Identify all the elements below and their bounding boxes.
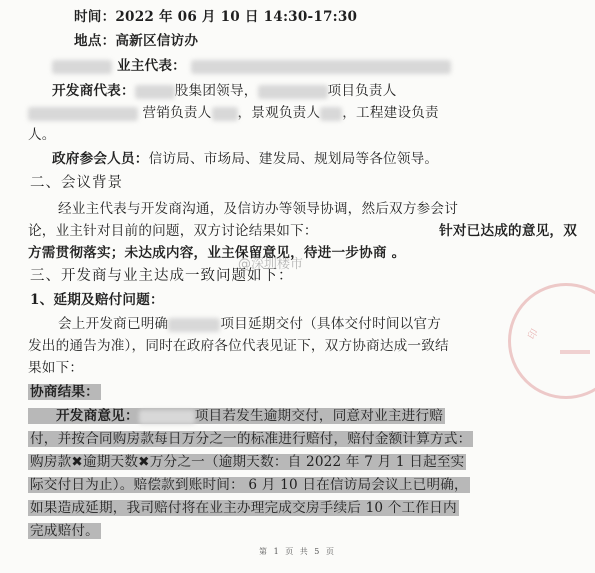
- developer-rep-line2c: ，工程建设负责: [342, 105, 439, 121]
- owner-rep-label: 业主代表：: [116, 58, 186, 74]
- dev-opinion-text-6: 完成赔付。: [30, 523, 99, 539]
- gov-rep-line: [52, 148, 577, 170]
- owner-rep-line: [52, 55, 577, 77]
- section3-title: 三、开发商与业主达成一致问题如下：: [30, 268, 294, 284]
- sub1-title: 1、延期及赔付问题：: [30, 292, 164, 308]
- background-line-2: [28, 220, 577, 242]
- background-line-3: 方需贯彻落实；未达成内容，业主保留意见，待进一步协商 。: [28, 245, 406, 261]
- redacted-block: [258, 85, 328, 99]
- gov-rep-label: 政府参会人员：: [52, 151, 149, 167]
- stamp-edge: [560, 350, 590, 354]
- redacted-block: [139, 410, 195, 424]
- dev-opinion-line-4: [28, 474, 577, 496]
- dev-opinion-text-5: 如果造成延期，我司赔付将在业主办理完成交房手续后 10 个工作日内: [30, 500, 457, 516]
- gov-rep-text: 信访局、市场局、建发局、规划局等各位领导。: [148, 151, 439, 167]
- redacted-block: [135, 85, 175, 99]
- redacted-block: [52, 60, 112, 74]
- developer-rep-line2b: ，景观负责人: [237, 105, 321, 121]
- section2-title: 二、会议背景: [30, 175, 123, 191]
- meeting-time: 时间：2022 年 06 月 10 日 14:30-17:30: [74, 9, 358, 25]
- developer-rep-line-3: 人。: [28, 127, 56, 143]
- sub1-line-3: 果如下：: [28, 360, 84, 376]
- dev-opinion-text-2: 付，并按合同购房款每日万分之一的标准进行赔付，赔付金额计算方式：: [30, 431, 472, 447]
- background-line-1: 经业主代表与开发商沟通，及信访办等领导协调，然后双方参会讨: [58, 201, 459, 217]
- dev-opinion-line-1: [28, 405, 577, 427]
- result-label: 协商结果：: [30, 384, 99, 400]
- background-emphasis: 针对已达成的意见，双: [439, 223, 577, 239]
- dev-opinion-text-3: 购房款✖逾期天数✖万分之一（逾期天数：自 2022 年 7 月 1 日起至实: [30, 454, 465, 470]
- developer-rep-label: 开发商代表：: [52, 83, 135, 99]
- developer-rep-line2: 营销负责人: [142, 105, 212, 121]
- redacted-block: [320, 107, 342, 121]
- redacted-block: [168, 318, 220, 332]
- redacted-block: [212, 107, 238, 121]
- weibo-watermark: @深圳楼市: [238, 257, 304, 272]
- sub1-text-1a: 会上开发商已明确: [58, 316, 169, 332]
- dev-opinion-text-1: 项目若发生逾期交付，同意对业主进行赔: [194, 408, 444, 424]
- dev-opinion-line-3: [28, 451, 577, 473]
- page-footer: 第 1 页 共 5 页: [259, 547, 336, 556]
- background-text: 论，业主针对目前的问题，双方讨论结果如下：: [28, 223, 318, 239]
- developer-rep-line: [52, 80, 577, 102]
- dev-opinion-line-6: [28, 520, 577, 542]
- sub1-line-1: [58, 313, 577, 335]
- developer-rep-line-2: [28, 102, 577, 124]
- stamp-mark: 印: [526, 327, 541, 342]
- dev-opinion-label: 开发商意见：: [56, 408, 139, 424]
- dev-opinion-line-5: [28, 497, 577, 519]
- dev-opinion-line-2: [28, 428, 577, 450]
- meeting-place: 地点：高新区信访办: [74, 33, 199, 49]
- dev-opinion-text-4: 际交付日为止）。赔偿款到账时间： 6 月 10 日在信访局会议上已明确，: [30, 477, 468, 493]
- sub1-text-1b: 项目延期交付（具体交付时间以官方: [220, 316, 442, 332]
- developer-rep-text-2: 项目负责人: [327, 83, 397, 99]
- redacted-block: [28, 107, 138, 121]
- dev-opinion-highlight-1: [28, 408, 445, 424]
- sub1-line-2: 发出的通告为准），同时在政府各位代表见证下，双方协商达成一致结: [28, 338, 449, 354]
- developer-rep-text-1: 股集团领导，: [174, 83, 258, 99]
- result-label-line: [28, 381, 577, 403]
- redacted-block: [191, 60, 451, 74]
